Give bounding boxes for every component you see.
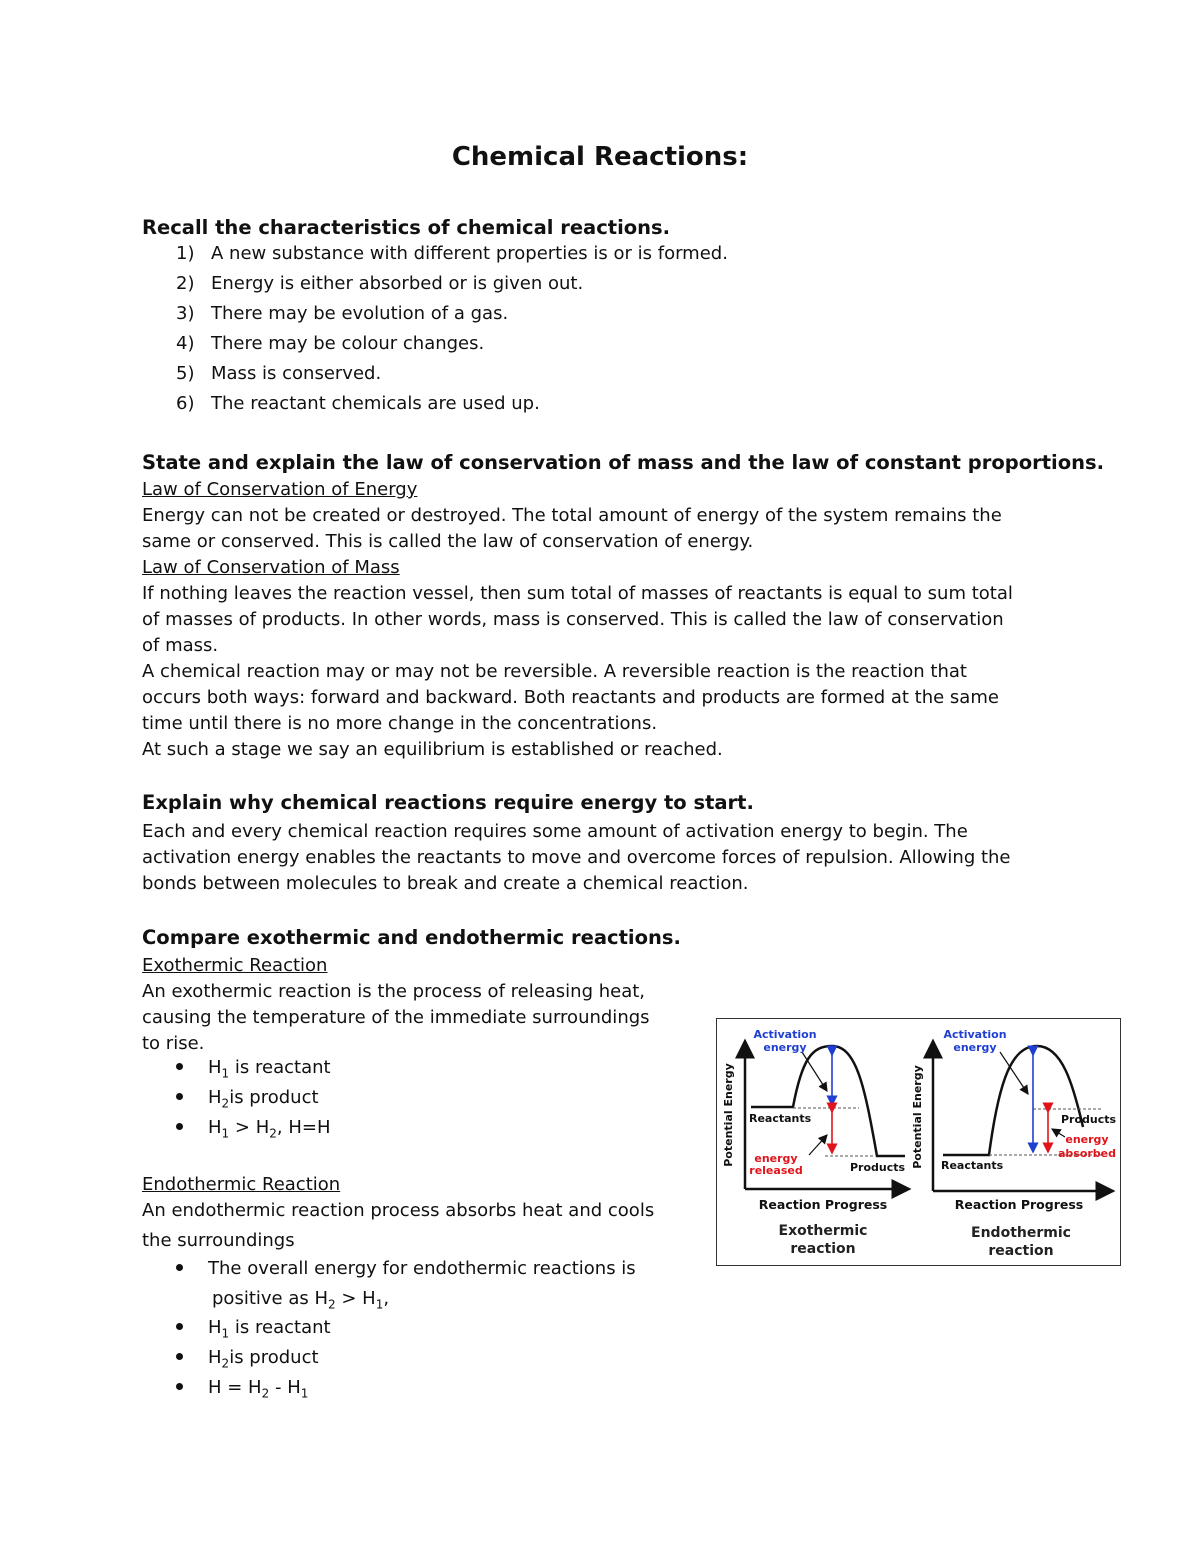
section-heading-characteristics: Recall the characteristics of chemical reactions. [142, 216, 671, 239]
page-title: Chemical Reactions: [451, 142, 749, 172]
list-number: 2) [176, 273, 195, 294]
energy-absorbed-label: energy [1065, 1133, 1109, 1146]
section-heading-activation: Explain why chemical reactions require energy to start. [142, 791, 754, 814]
reactants-label: Reactants [941, 1159, 1004, 1172]
list-number: 5) [176, 363, 195, 384]
section-heading-conservation: State and explain the law of conservation of mass and the law of constant proportions. [142, 451, 1105, 474]
activation-pointer [802, 1052, 827, 1091]
energy-released-label: energy [754, 1152, 798, 1165]
list-number: 3) [176, 303, 195, 324]
activation-label: energy [953, 1041, 997, 1054]
y-axis-label: Potential Energy [722, 1063, 735, 1167]
list-item [176, 243, 728, 264]
bullet-dot [176, 1383, 183, 1390]
activation-label: Activation [753, 1028, 817, 1041]
subheading-conservation-mass: Law of Conservation of Mass [142, 557, 400, 578]
paragraph-line: An endothermic reaction process absorbs heat and cools [142, 1200, 655, 1221]
activation-label: Activation [943, 1028, 1007, 1041]
paragraph-line: of masses of products. In other words, mass is conserved. This is called the law of conservation [142, 609, 1004, 630]
list-item [176, 303, 508, 324]
released-pointer [809, 1135, 827, 1155]
paragraph-line: bonds between molecules to break and create a chemical reaction. [142, 873, 749, 894]
list-text: A new substance with different properties is or is formed. [211, 243, 728, 264]
list-text: Energy is either absorbed or is given out. [211, 273, 584, 294]
subheading-exothermic: Exothermic Reaction [142, 955, 328, 976]
caption: reaction [988, 1243, 1054, 1259]
list-item [176, 393, 540, 414]
exothermic-diagram [722, 1028, 909, 1257]
caption: Endothermic [971, 1225, 1071, 1241]
paragraph-line: same or conserved. This is called the law of conservation of energy. [142, 531, 754, 552]
products-label: Products [850, 1161, 906, 1174]
activation-label: energy [763, 1041, 807, 1054]
list-number: 4) [176, 333, 195, 354]
bullet-dot [176, 1063, 183, 1070]
list-text: Mass is conserved. [211, 363, 382, 384]
energy-curve [751, 1046, 905, 1156]
paragraph-line: causing the temperature of the immediate surroundings [142, 1007, 650, 1028]
bullet-dot [176, 1323, 183, 1330]
x-axis-label: Reaction Progress [954, 1197, 1084, 1212]
bullet-dot [176, 1264, 183, 1271]
endothermic-diagram [911, 1028, 1117, 1259]
list-item [176, 333, 484, 354]
bullet-item: $H_2is$ product [176, 1347, 319, 1371]
paragraph-line: activation energy enables the reactants to move and overcome forces of repulsion. Allowing the [142, 847, 1011, 868]
caption: reaction [790, 1241, 856, 1257]
bullet-item: The overall energy for endothermic reactions is [176, 1258, 636, 1279]
list-text: There may be evolution of a gas. [211, 303, 509, 324]
paragraph-line: An exothermic reaction is the process of releasing heat, [142, 981, 646, 1002]
paragraph-line: At such a stage we say an equilibrium is established or reached. [142, 739, 723, 760]
paragraph-line: the surroundings [142, 1230, 295, 1251]
products-label: Products [1061, 1113, 1117, 1126]
paragraph-line: If nothing leaves the reaction vessel, then sum total of masses of reactants is equal to sum total [142, 583, 1013, 604]
energy-diagram-figure [716, 1018, 1121, 1266]
paragraph-line: Energy can not be created or destroyed. The total amount of energy of the system remains the [142, 505, 1002, 526]
reactants-label: Reactants [749, 1112, 812, 1125]
bullet-item: $H = H_2 - H_1$ [176, 1377, 308, 1401]
bullet-dot [176, 1123, 183, 1130]
paragraph-line: time until there is no more change in the concentrations. [142, 713, 658, 734]
energy-curve [943, 1046, 1083, 1155]
y-axis-label: Potential Energy [911, 1065, 924, 1169]
subheading-endothermic: Endothermic Reaction [142, 1174, 341, 1195]
bullet-dot [176, 1093, 183, 1100]
list-number: 1) [176, 243, 195, 264]
list-item [176, 363, 381, 384]
caption: Exothermic [778, 1223, 868, 1239]
bullet-dot [176, 1353, 183, 1360]
energy-diagram-svg [717, 1019, 1119, 1264]
bullet-item: $H_1$ is reactant [176, 1057, 331, 1081]
list-item [176, 273, 583, 294]
list-text: There may be colour changes. [211, 333, 485, 354]
paragraph-line: occurs both ways: forward and backward. Both reactants and products are formed at the same [142, 687, 999, 708]
bullet-item: $H_1 > H_2$, H=H [176, 1117, 331, 1141]
list-number: 6) [176, 393, 195, 414]
energy-absorbed-label: absorbed [1057, 1147, 1117, 1160]
bullet-item: $H_1$ is reactant [176, 1317, 331, 1341]
paragraph-line: of mass. [142, 635, 219, 656]
paragraph-line: A chemical reaction may or may not be reversible. A reversible reaction is the reaction that [142, 661, 967, 682]
list-text: The reactant chemicals are used up. [211, 393, 540, 414]
paragraph-line: to rise. [142, 1033, 205, 1054]
paragraph-line: Each and every chemical reaction requires some amount of activation energy to begin. The [142, 821, 968, 842]
section-heading-compare: Compare exothermic and endothermic reactions. [142, 926, 681, 949]
energy-released-label: released [749, 1164, 803, 1177]
bullet-item-continued: positive as $H_2 > H_1$, [212, 1288, 390, 1312]
x-axis-label: Reaction Progress [758, 1197, 888, 1212]
bullet-item: $H_2is$ product [176, 1087, 319, 1111]
subheading-conservation-energy: Law of Conservation of Energy [142, 479, 418, 500]
absorbed-pointer [1052, 1129, 1065, 1137]
